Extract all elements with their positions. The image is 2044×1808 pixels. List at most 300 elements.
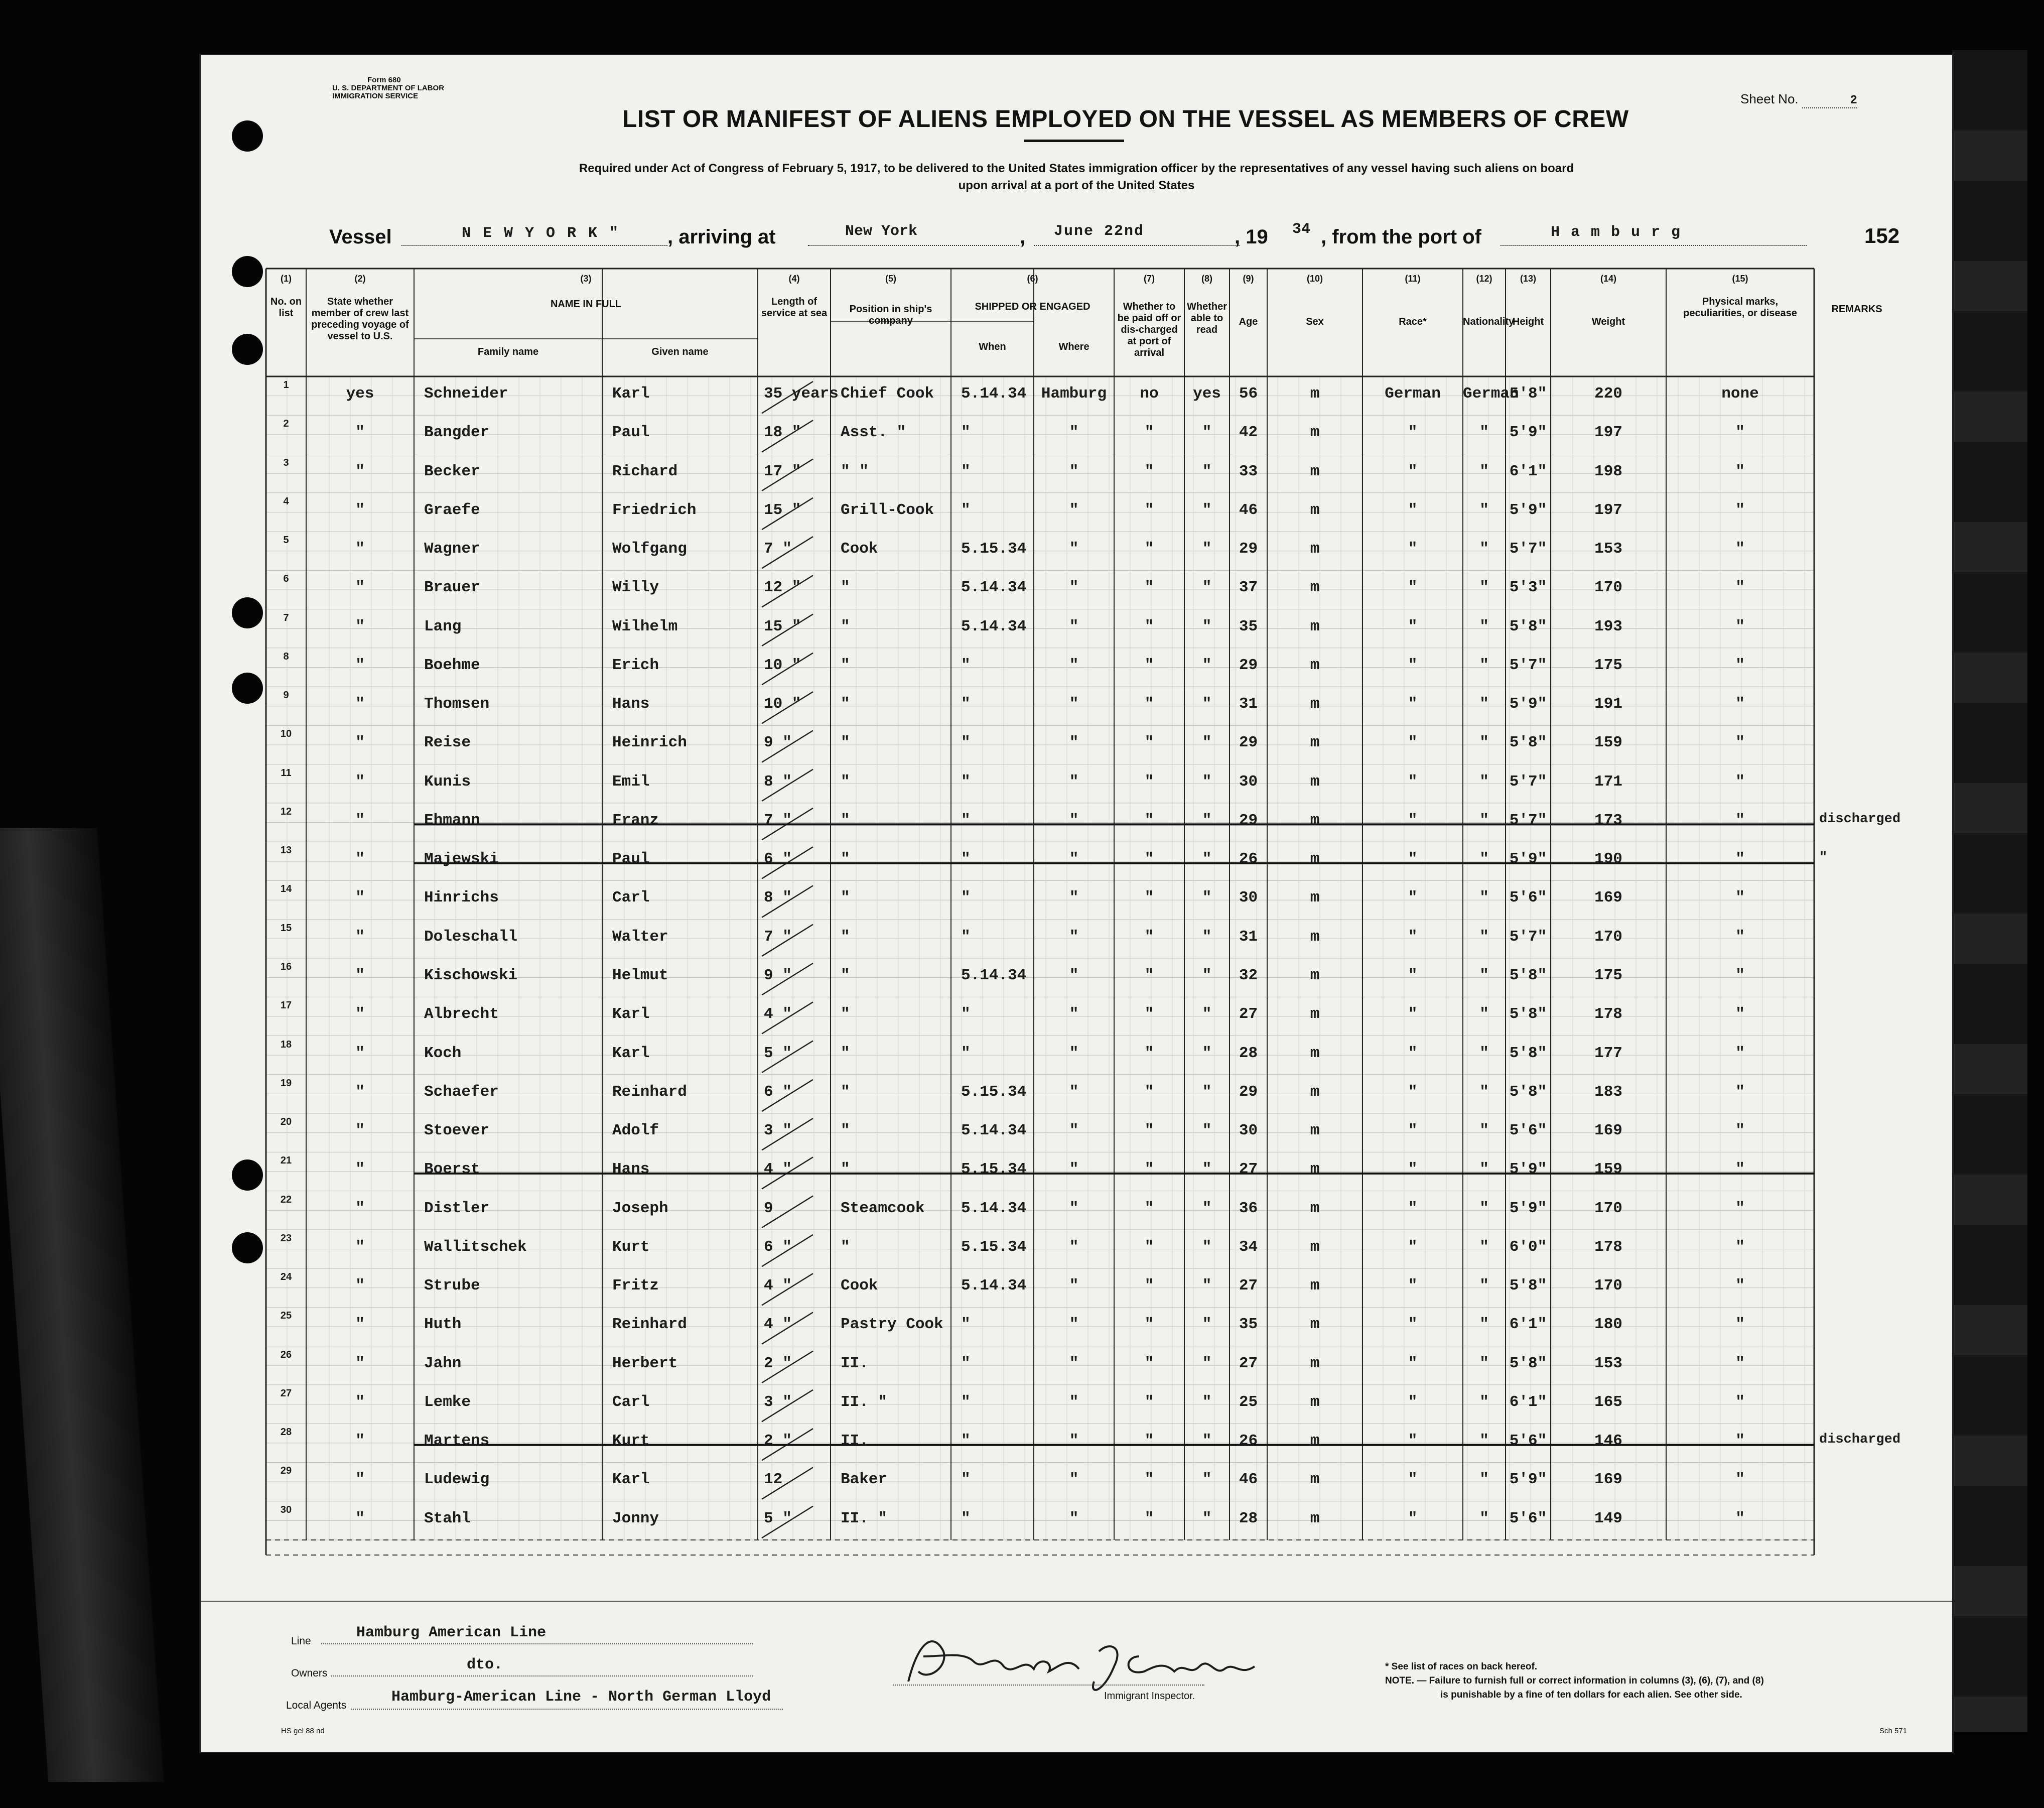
age-cell: 31: [1239, 695, 1258, 713]
binding-strip: [0, 828, 164, 1782]
height-cell: 5'3": [1509, 579, 1547, 597]
race-cell: ": [1408, 1199, 1418, 1217]
able-read-cell: ": [1202, 850, 1212, 868]
where-cell: ": [1069, 617, 1079, 635]
race-cell: ": [1408, 734, 1418, 752]
physical-marks-cell: ": [1735, 1277, 1745, 1295]
able-read-cell: ": [1202, 1044, 1212, 1062]
position-cell: ": [841, 966, 850, 984]
nationality-cell: ": [1479, 811, 1489, 829]
physical-marks-cell: ": [1735, 501, 1745, 519]
age-cell: 29: [1239, 540, 1258, 558]
family-name-cell: Brauer: [424, 579, 480, 597]
weight-cell: 165: [1594, 1393, 1622, 1411]
given-name-cell: Hans: [612, 1160, 650, 1179]
given-name-cell: Karl: [612, 1044, 650, 1062]
sex-cell: m: [1310, 811, 1320, 829]
service-cell: 17 ": [764, 462, 801, 480]
when-cell: 5.15.34: [961, 540, 1027, 558]
family-name-cell: Boehme: [424, 656, 480, 674]
owners-label: Owners: [291, 1667, 328, 1679]
when-cell: ": [961, 734, 971, 752]
where-cell: ": [1069, 850, 1079, 868]
where-cell: ": [1069, 1509, 1079, 1527]
physical-marks-cell: ": [1735, 1083, 1745, 1101]
race-cell: ": [1408, 772, 1418, 791]
position-cell: ": [841, 1160, 850, 1179]
service-cell: 4 ": [764, 1277, 792, 1295]
position-cell: ": [841, 811, 850, 829]
physical-marks-cell: none: [1721, 384, 1759, 403]
column-number: (11): [1405, 274, 1421, 284]
nationality-cell: ": [1479, 656, 1489, 674]
age-cell: 30: [1239, 772, 1258, 791]
where-cell: ": [1069, 424, 1079, 442]
sex-cell: m: [1310, 1509, 1320, 1527]
row-number: 16: [280, 961, 292, 972]
subtitle-line-1: Required under Act of Congress of February 5, 1917, to be delivered to the United States immigration officer by the representatives of any vessel having such aliens on board: [579, 162, 1574, 175]
able-read-cell: yes: [1193, 384, 1221, 403]
header-given-name: Given name: [651, 346, 709, 357]
able-read-cell: ": [1202, 501, 1212, 519]
sex-cell: m: [1310, 1083, 1320, 1101]
service-cell: 4 ": [764, 1160, 792, 1179]
row-number: 27: [280, 1387, 292, 1399]
service-cell: 12 ": [764, 579, 801, 597]
header-nationality: Nationality: [1463, 316, 1515, 327]
weight-cell: 153: [1594, 1354, 1622, 1372]
height-cell: 5'9": [1509, 1160, 1547, 1179]
sex-cell: m: [1310, 928, 1320, 946]
height-cell: 6'0": [1509, 1238, 1547, 1256]
able-read-cell: ": [1202, 1432, 1212, 1450]
when-cell: ": [961, 462, 971, 480]
given-name-cell: Kurt: [612, 1238, 650, 1256]
family-name-cell: Kischowski: [424, 966, 518, 984]
given-name-cell: Carl: [612, 889, 650, 907]
header-height: Height: [1512, 316, 1544, 327]
header-when: When: [979, 341, 1006, 352]
position-cell: ": [841, 772, 850, 791]
physical-marks-cell: ": [1735, 1044, 1745, 1062]
nationality-cell: ": [1479, 1277, 1489, 1295]
able-read-cell: ": [1202, 1122, 1212, 1140]
age-cell: 46: [1239, 1471, 1258, 1489]
race-cell: ": [1408, 1354, 1418, 1372]
able-read-cell: ": [1202, 772, 1212, 791]
when-cell: ": [961, 811, 971, 829]
given-name-cell: Kurt: [612, 1432, 650, 1450]
weight-cell: 153: [1594, 540, 1622, 558]
height-cell: 6'1": [1509, 462, 1547, 480]
weight-cell: 177: [1594, 1044, 1622, 1062]
column-number: (14): [1600, 274, 1616, 284]
where-cell: ": [1069, 1316, 1079, 1334]
weight-cell: 198: [1594, 462, 1622, 480]
note-line-1: NOTE. — Failure to furnish full or correct information in columns (3), (6), (7), and (8): [1385, 1675, 1764, 1686]
nationality-cell: ": [1479, 1238, 1489, 1256]
owners-value: dto.: [467, 1656, 503, 1673]
state-cell: ": [355, 1199, 365, 1217]
row-number: 12: [280, 806, 292, 817]
state-cell: ": [355, 1044, 365, 1062]
height-cell: 5'9": [1509, 850, 1547, 868]
age-cell: 36: [1239, 1199, 1258, 1217]
header-state-whether: State whether member of crew last preceding voyage of vessel to U.S.: [311, 296, 409, 342]
race-cell: ": [1408, 462, 1418, 480]
when-cell: 5.14.34: [961, 1199, 1027, 1217]
able-read-cell: ": [1202, 1316, 1212, 1334]
able-read-cell: ": [1202, 1509, 1212, 1527]
able-read-cell: ": [1202, 734, 1212, 752]
race-cell: ": [1408, 889, 1418, 907]
service-cell: 10 ": [764, 656, 801, 674]
physical-marks-cell: ": [1735, 656, 1745, 674]
paid-off-cell: ": [1144, 424, 1154, 442]
family-name-cell: Huth: [424, 1316, 462, 1334]
from-port: H a m b u r g: [1551, 224, 1682, 241]
weight-cell: 183: [1594, 1083, 1622, 1101]
weight-cell: 159: [1594, 1160, 1622, 1179]
row-number: 21: [280, 1155, 292, 1167]
when-cell: 5.14.34: [961, 384, 1027, 403]
service-cell: 2 ": [764, 1354, 792, 1372]
physical-marks-cell: ": [1735, 811, 1745, 829]
height-cell: 5'7": [1509, 811, 1547, 829]
header-remarks: REMARKS: [1831, 304, 1882, 315]
row-number: 9: [283, 690, 289, 701]
race-cell: ": [1408, 1238, 1418, 1256]
state-cell: ": [355, 811, 365, 829]
header-weight: Weight: [1591, 316, 1625, 327]
family-name-cell: Becker: [424, 462, 480, 480]
header-where: Where: [1058, 341, 1089, 352]
able-read-cell: ": [1202, 617, 1212, 635]
races-note: * See list of races on back hereof.: [1385, 1661, 1538, 1672]
position-cell: Grill-Cook: [841, 501, 934, 519]
paid-off-cell: ": [1144, 772, 1154, 791]
family-name-cell: Bangder: [424, 424, 490, 442]
height-cell: 6'1": [1509, 1393, 1547, 1411]
service-cell: 15 ": [764, 501, 801, 519]
header-race: Race*: [1399, 316, 1427, 327]
race-cell: ": [1408, 501, 1418, 519]
service-cell: 4 ": [764, 1316, 792, 1334]
given-name-cell: Karl: [612, 1471, 650, 1489]
height-cell: 5'8": [1509, 734, 1547, 752]
race-cell: ": [1408, 1432, 1418, 1450]
physical-marks-cell: ": [1735, 850, 1745, 868]
position-cell: ": [841, 889, 850, 907]
physical-marks-cell: ": [1735, 772, 1745, 791]
where-cell: ": [1069, 1122, 1079, 1140]
when-cell: ": [961, 1432, 971, 1450]
race-cell: ": [1408, 1044, 1418, 1062]
state-cell: ": [355, 1122, 365, 1140]
paid-off-cell: ": [1144, 889, 1154, 907]
paid-off-cell: ": [1144, 1277, 1154, 1295]
agents-label: Local Agents: [286, 1700, 347, 1711]
remarks-cell: ": [1819, 850, 1828, 866]
able-read-cell: ": [1202, 462, 1212, 480]
age-cell: 46: [1239, 501, 1258, 519]
race-cell: ": [1408, 1122, 1418, 1140]
from-label: , from the port of: [1321, 226, 1481, 248]
able-read-cell: ": [1202, 540, 1212, 558]
page-number: 152: [1864, 224, 1900, 247]
position-cell: ": [841, 656, 850, 674]
service-cell: 7 ": [764, 540, 792, 558]
service-cell: 6 ": [764, 1083, 792, 1101]
state-cell: ": [355, 1471, 365, 1489]
when-cell: ": [961, 1005, 971, 1023]
physical-marks-cell: ": [1735, 579, 1745, 597]
family-name-cell: Ehmann: [424, 811, 480, 829]
given-name-cell: Willy: [612, 579, 659, 597]
age-cell: 37: [1239, 579, 1258, 597]
family-name-cell: Doleschall: [424, 928, 518, 946]
header-able-read: Whether able to read: [1187, 301, 1227, 335]
weight-cell: 197: [1594, 424, 1622, 442]
where-cell: ": [1069, 1432, 1079, 1450]
physical-marks-cell: ": [1735, 928, 1745, 946]
state-cell: ": [355, 850, 365, 868]
family-name-cell: Graefe: [424, 501, 480, 519]
weight-cell: 146: [1594, 1432, 1622, 1450]
family-name-cell: Schaefer: [424, 1083, 499, 1101]
row-number: 29: [280, 1465, 292, 1477]
state-cell: ": [355, 656, 365, 674]
state-cell: ": [355, 928, 365, 946]
column-number: (7): [1144, 274, 1155, 284]
position-cell: ": [841, 928, 850, 946]
nationality-cell: ": [1479, 1199, 1489, 1217]
nationality-cell: ": [1479, 1354, 1489, 1372]
service-cell: 6 ": [764, 1238, 792, 1256]
column-number: (8): [1201, 274, 1212, 284]
given-name-cell: Heinrich: [612, 734, 687, 752]
paid-off-cell: ": [1144, 1122, 1154, 1140]
given-name-cell: Helmut: [612, 966, 668, 984]
state-cell: ": [355, 889, 365, 907]
column-number: (2): [354, 274, 366, 284]
row-number: 7: [283, 612, 289, 623]
header-sex: Sex: [1306, 316, 1324, 327]
physical-marks-cell: ": [1735, 617, 1745, 635]
owners-underline: [331, 1675, 753, 1676]
physical-marks-cell: ": [1735, 1160, 1745, 1179]
sex-cell: m: [1310, 1044, 1320, 1062]
weight-cell: 170: [1594, 1277, 1622, 1295]
service-cell: 6 ": [764, 850, 792, 868]
where-cell: ": [1069, 734, 1079, 752]
where-cell: ": [1069, 579, 1079, 597]
remarks-cell: discharged: [1819, 811, 1901, 827]
when-cell: 5.14.34: [961, 966, 1027, 984]
state-cell: ": [355, 695, 365, 713]
race-cell: ": [1408, 617, 1418, 635]
service-cell: 9 ": [764, 734, 792, 752]
page-title: LIST OR MANIFEST OF ALIENS EMPLOYED ON THE VESSEL AS MEMBERS OF CREW: [622, 106, 1629, 133]
nationality-cell: ": [1479, 966, 1489, 984]
weight-cell: 191: [1594, 695, 1622, 713]
age-cell: 29: [1239, 656, 1258, 674]
paid-off-cell: ": [1144, 928, 1154, 946]
age-cell: 26: [1239, 1432, 1258, 1450]
when-cell: ": [961, 501, 971, 519]
sex-cell: m: [1310, 501, 1320, 519]
when-cell: ": [961, 889, 971, 907]
when-cell: 5.14.34: [961, 1122, 1027, 1140]
row-number: 24: [280, 1271, 292, 1283]
position-cell: Cook: [841, 1277, 878, 1295]
when-cell: ": [961, 772, 971, 791]
row-number: 11: [281, 767, 292, 779]
given-name-cell: Jonny: [612, 1509, 659, 1527]
when-cell: ": [961, 928, 971, 946]
nationality-cell: ": [1479, 695, 1489, 713]
physical-marks-cell: ": [1735, 424, 1745, 442]
agents-underline: [351, 1709, 783, 1710]
able-read-cell: ": [1202, 928, 1212, 946]
paid-off-cell: ": [1144, 1083, 1154, 1101]
where-cell: ": [1069, 1083, 1079, 1101]
paid-off-cell: ": [1144, 501, 1154, 519]
note-line-2: is punishable by a fine of ten dollars for each alien. See other side.: [1440, 1690, 1742, 1700]
paid-off-cell: ": [1144, 1393, 1154, 1411]
able-read-cell: ": [1202, 695, 1212, 713]
position-cell: ": [841, 617, 850, 635]
sex-cell: m: [1310, 695, 1320, 713]
sex-cell: m: [1310, 1277, 1320, 1295]
height-cell: 5'7": [1509, 540, 1547, 558]
state-cell: ": [355, 540, 365, 558]
race-cell: ": [1408, 928, 1418, 946]
able-read-cell: ": [1202, 1238, 1212, 1256]
when-cell: ": [961, 656, 971, 674]
family-name-cell: Stahl: [424, 1509, 471, 1527]
weight-cell: 149: [1594, 1509, 1622, 1527]
nationality-cell: ": [1479, 850, 1489, 868]
given-name-cell: Reinhard: [612, 1083, 687, 1101]
where-cell: ": [1069, 1354, 1079, 1372]
row-number: 2: [283, 418, 289, 430]
given-name-cell: Joseph: [612, 1199, 668, 1217]
when-cell: ": [961, 850, 971, 868]
given-name-cell: Reinhard: [612, 1316, 687, 1334]
race-cell: German: [1385, 384, 1441, 403]
manifest-page: [201, 55, 1952, 1752]
able-read-cell: ": [1202, 1005, 1212, 1023]
service-cell: 15 ": [764, 617, 801, 635]
state-cell: ": [355, 462, 365, 480]
where-cell: ": [1069, 462, 1079, 480]
header-physical-marks: Physical marks, peculiarities, or disease: [1683, 296, 1797, 319]
column-number: (13): [1520, 274, 1536, 284]
paid-off-cell: ": [1144, 811, 1154, 829]
form-code-left: HS gel 88 nd: [281, 1727, 325, 1735]
position-cell: ": [841, 1005, 850, 1023]
age-cell: 27: [1239, 1005, 1258, 1023]
age-cell: 35: [1239, 1316, 1258, 1334]
when-cell: ": [961, 1509, 971, 1527]
family-name-cell: Strube: [424, 1277, 480, 1295]
paid-off-cell: ": [1144, 462, 1154, 480]
position-cell: II. ": [841, 1509, 888, 1527]
height-cell: 5'6": [1509, 1432, 1547, 1450]
nationality-cell: ": [1479, 1393, 1489, 1411]
family-name-cell: Wallitschek: [424, 1238, 527, 1256]
row-number: 6: [283, 573, 289, 585]
column-number: (1): [281, 274, 292, 284]
service-cell: 35 years: [764, 384, 839, 403]
weight-cell: 169: [1594, 1471, 1622, 1489]
nationality-cell: ": [1479, 1160, 1489, 1179]
family-name-cell: Lang: [424, 617, 462, 635]
height-cell: 5'8": [1509, 1354, 1547, 1372]
service-cell: 3 ": [764, 1393, 792, 1411]
given-name-cell: Karl: [612, 384, 650, 403]
state-cell: ": [355, 1354, 365, 1372]
given-name-cell: Paul: [612, 424, 650, 442]
line-underline: [321, 1643, 753, 1644]
nationality-cell: German: [1463, 384, 1519, 403]
sex-cell: m: [1310, 617, 1320, 635]
age-cell: 27: [1239, 1277, 1258, 1295]
when-cell: 5.14.34: [961, 617, 1027, 635]
position-cell: Asst. ": [841, 424, 906, 442]
year-prefix: , 19: [1235, 226, 1268, 248]
inspector-signature: [888, 1621, 1330, 1702]
when-cell: ": [961, 1316, 971, 1334]
where-cell: ": [1069, 889, 1079, 907]
service-cell: 7 ": [764, 811, 792, 829]
race-cell: ": [1408, 850, 1418, 868]
column-number: (10): [1306, 274, 1323, 284]
when-cell: ": [961, 1044, 971, 1062]
given-name-cell: Richard: [612, 462, 678, 480]
race-cell: ": [1408, 579, 1418, 597]
position-cell: Chief Cook: [841, 384, 934, 403]
age-cell: 27: [1239, 1160, 1258, 1179]
given-name-cell: Paul: [612, 850, 650, 868]
sex-cell: m: [1310, 462, 1320, 480]
line-label: Line: [291, 1635, 311, 1647]
family-name-cell: Hinrichs: [424, 889, 499, 907]
paid-off-cell: ": [1144, 656, 1154, 674]
service-cell: 9: [764, 1199, 773, 1217]
sex-cell: m: [1310, 540, 1320, 558]
sex-cell: m: [1310, 384, 1320, 403]
when-cell: 5.15.34: [961, 1238, 1027, 1256]
header-paid-off: Whether to be paid off or dis-charged at port of arrival: [1117, 301, 1181, 358]
where-cell: ": [1069, 540, 1079, 558]
state-cell: ": [355, 772, 365, 791]
position-cell: Cook: [841, 540, 878, 558]
age-cell: 32: [1239, 966, 1258, 984]
nationality-cell: ": [1479, 462, 1489, 480]
physical-marks-cell: ": [1735, 1432, 1745, 1450]
able-read-cell: ": [1202, 1083, 1212, 1101]
when-cell: ": [961, 1354, 971, 1372]
position-cell: ": [841, 1083, 850, 1101]
weight-cell: 170: [1594, 928, 1622, 946]
year-suffix: 34: [1292, 221, 1311, 238]
given-name-cell: Wolfgang: [612, 540, 687, 558]
family-name-cell: Koch: [424, 1044, 462, 1062]
paid-off-cell: ": [1144, 1316, 1154, 1334]
nationality-cell: ": [1479, 772, 1489, 791]
